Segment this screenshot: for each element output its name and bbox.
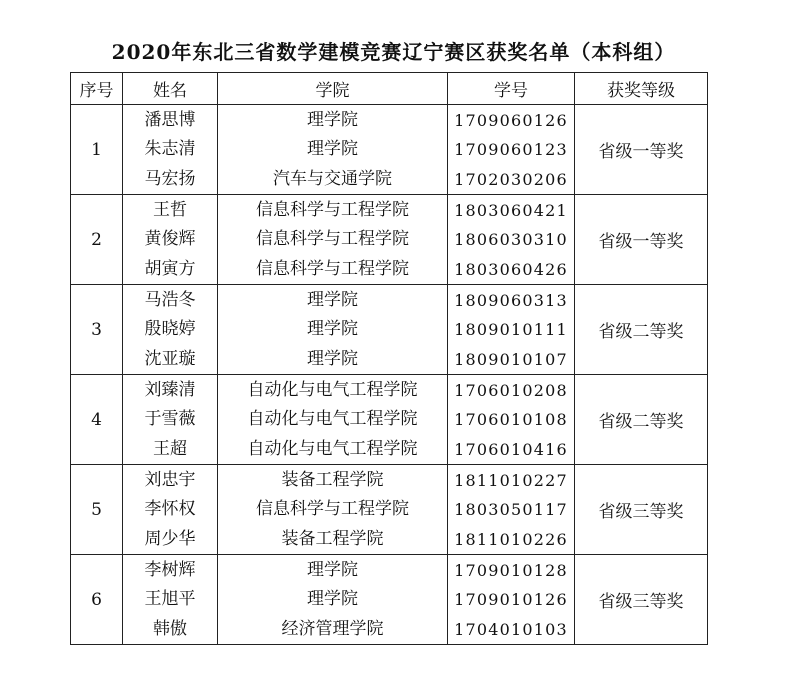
member-college: 自动化与电气工程学院 bbox=[247, 438, 418, 459]
team-college-cell bbox=[218, 195, 448, 285]
member-college: 自动化与电气工程学院 bbox=[247, 409, 418, 429]
member-college: 理学院 bbox=[307, 319, 358, 339]
table-row bbox=[71, 285, 708, 375]
team-number: 3 bbox=[71, 285, 123, 375]
team-name-cell bbox=[123, 105, 218, 195]
table-header-row bbox=[71, 73, 708, 105]
award-level: 省级一等奖 bbox=[575, 195, 708, 285]
member-student-id: 1809060313 bbox=[454, 290, 568, 310]
member-student-id: 1709060126 bbox=[454, 110, 568, 130]
team-number: 6 bbox=[71, 555, 123, 645]
award-level: 省级三等奖 bbox=[575, 465, 708, 555]
member-name: 刘忠宇 bbox=[144, 469, 196, 490]
member-college: 装备工程学院 bbox=[281, 528, 384, 549]
team-student-id-cell bbox=[448, 465, 575, 555]
team-number: 1 bbox=[71, 105, 123, 195]
header-number: 序号 bbox=[71, 73, 123, 105]
member-college: 理学院 bbox=[307, 589, 358, 609]
table-row bbox=[71, 465, 708, 555]
member-college: 信息科学与工程学院 bbox=[256, 499, 409, 519]
team-college-cell bbox=[218, 285, 448, 375]
member-college: 理学院 bbox=[307, 139, 358, 159]
member-college: 理学院 bbox=[307, 559, 358, 580]
member-name: 黄俊辉 bbox=[144, 229, 196, 249]
award-level: 省级一等奖 bbox=[575, 105, 708, 195]
member-college: 汽车与交通学院 bbox=[273, 168, 392, 189]
member-college: 理学院 bbox=[307, 289, 358, 310]
team-student-id-cell bbox=[448, 375, 575, 465]
team-number: 2 bbox=[71, 195, 123, 285]
member-name: 马浩冬 bbox=[144, 289, 196, 310]
member-name: 马宏扬 bbox=[144, 168, 196, 189]
team-student-id-cell bbox=[448, 195, 575, 285]
team-name-cell bbox=[123, 465, 218, 555]
member-college: 装备工程学院 bbox=[281, 469, 384, 490]
member-name: 韩傲 bbox=[153, 618, 187, 639]
member-student-id: 1709010128 bbox=[454, 560, 568, 580]
team-college-cell bbox=[218, 555, 448, 645]
member-student-id: 1809010107 bbox=[454, 349, 568, 369]
member-name: 李怀权 bbox=[144, 499, 196, 519]
member-college: 理学院 bbox=[307, 109, 358, 130]
team-student-id-cell bbox=[448, 285, 575, 375]
member-college: 经济管理学院 bbox=[281, 618, 384, 639]
team-college-cell bbox=[218, 465, 448, 555]
award-level: 省级二等奖 bbox=[575, 375, 708, 465]
document-title: 2020年东北三省数学建模竞赛辽宁赛区获奖名单（本科组） bbox=[111, 40, 676, 64]
member-college: 信息科学与工程学院 bbox=[256, 229, 409, 249]
member-name: 周少华 bbox=[144, 528, 196, 549]
team-student-id-cell bbox=[448, 555, 575, 645]
team-college-cell bbox=[218, 105, 448, 195]
team-college-cell bbox=[218, 375, 448, 465]
member-student-id: 1806030310 bbox=[454, 230, 568, 249]
member-student-id: 1706010208 bbox=[454, 380, 568, 400]
member-student-id: 1706010416 bbox=[454, 439, 568, 459]
member-name: 殷晓婷 bbox=[144, 319, 196, 339]
member-name: 刘臻清 bbox=[144, 379, 196, 400]
table-row bbox=[71, 195, 708, 285]
team-number: 5 bbox=[71, 465, 123, 555]
member-student-id: 1709010126 bbox=[454, 590, 568, 609]
member-name: 王旭平 bbox=[144, 589, 196, 609]
member-student-id: 1704010103 bbox=[454, 619, 568, 639]
team-number: 4 bbox=[71, 375, 123, 465]
table-row bbox=[71, 105, 708, 195]
member-name: 于雪薇 bbox=[144, 409, 196, 429]
member-student-id: 1706010108 bbox=[454, 410, 568, 429]
member-name: 李树辉 bbox=[144, 559, 196, 580]
member-name: 朱志清 bbox=[144, 139, 196, 159]
member-student-id: 1811010226 bbox=[454, 529, 568, 549]
header-name: 姓名 bbox=[123, 73, 218, 105]
award-level: 省级三等奖 bbox=[575, 555, 708, 645]
member-name: 潘思博 bbox=[144, 109, 196, 130]
member-student-id: 1803060426 bbox=[454, 259, 568, 279]
team-student-id-cell bbox=[448, 105, 575, 195]
member-college: 信息科学与工程学院 bbox=[256, 258, 409, 279]
award-level: 省级二等奖 bbox=[575, 285, 708, 375]
member-student-id: 1811010227 bbox=[454, 470, 568, 490]
member-name: 沈亚璇 bbox=[144, 348, 196, 369]
member-name: 王超 bbox=[153, 438, 187, 459]
member-student-id: 1803050117 bbox=[454, 500, 568, 519]
header-award-level: 获奖等级 bbox=[575, 73, 708, 105]
table-body bbox=[71, 105, 708, 645]
header-student-id: 学号 bbox=[448, 73, 575, 105]
table-row bbox=[71, 375, 708, 465]
award-table bbox=[70, 72, 708, 645]
member-college: 理学院 bbox=[307, 348, 358, 369]
header-college: 学院 bbox=[218, 73, 448, 105]
member-student-id: 1709060123 bbox=[454, 140, 568, 159]
member-student-id: 1803060421 bbox=[454, 200, 568, 220]
member-college: 信息科学与工程学院 bbox=[256, 199, 409, 220]
member-name: 王哲 bbox=[153, 199, 187, 220]
member-college: 自动化与电气工程学院 bbox=[247, 379, 418, 400]
member-name: 胡寅方 bbox=[144, 258, 196, 279]
team-name-cell bbox=[123, 285, 218, 375]
team-name-cell bbox=[123, 555, 218, 645]
member-student-id: 1702030206 bbox=[454, 169, 568, 189]
team-name-cell bbox=[123, 375, 218, 465]
table-row bbox=[71, 555, 708, 645]
team-name-cell bbox=[123, 195, 218, 285]
member-student-id: 1809010111 bbox=[454, 320, 568, 339]
